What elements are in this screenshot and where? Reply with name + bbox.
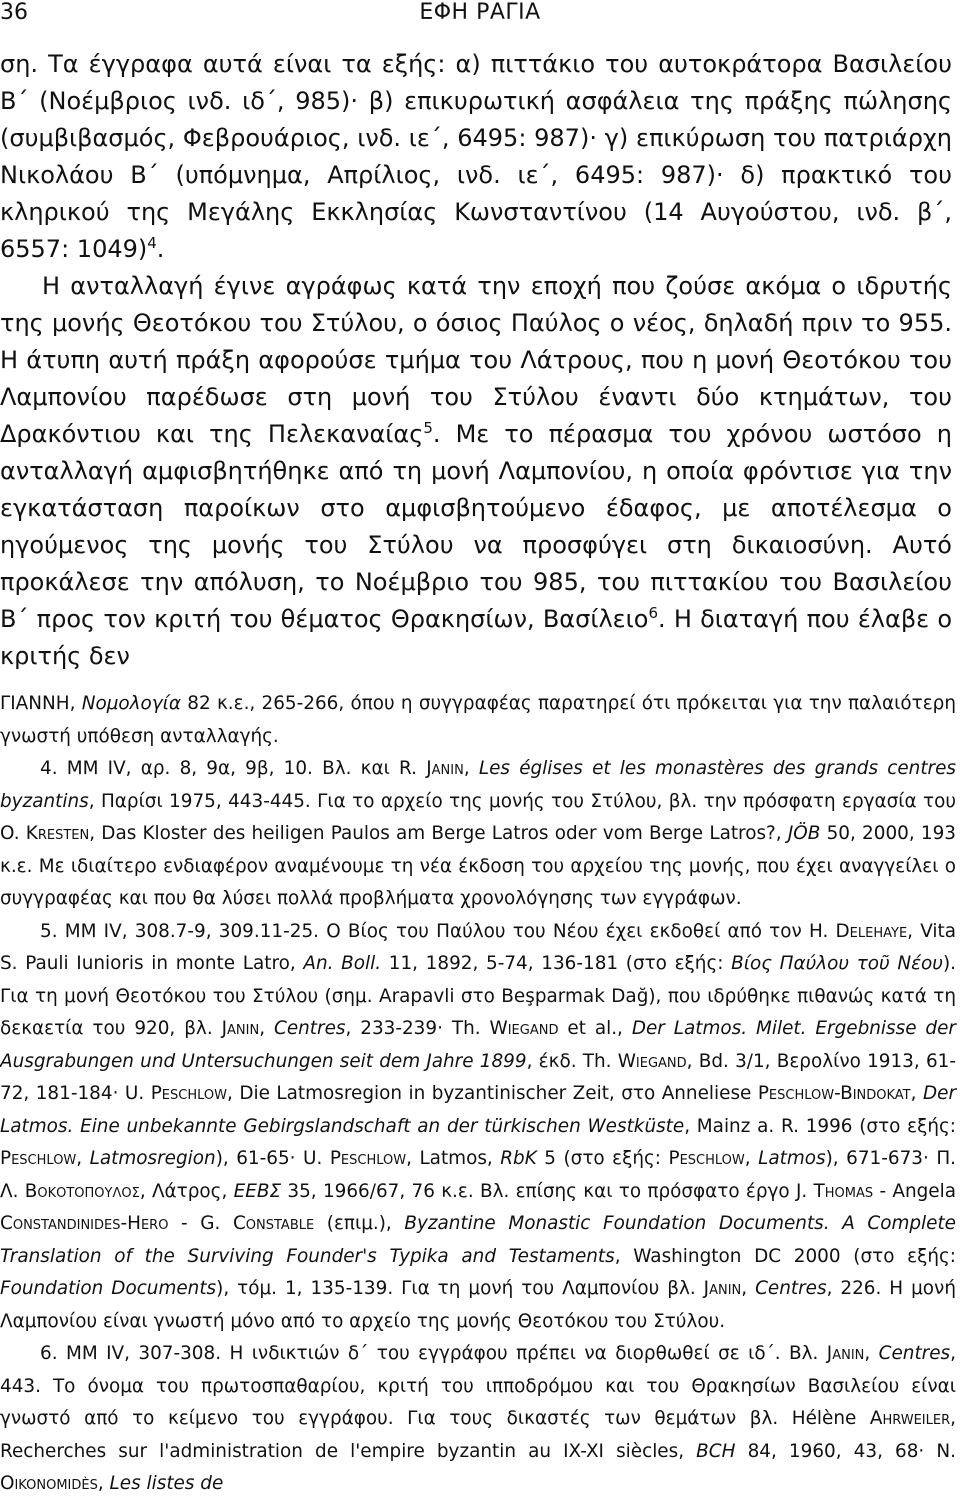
footnote-ref-4: 4 [147,234,157,252]
fn-text: 4. ΜΜ IV, αρ. 8, 9α, 9β, 10. Βλ. και R. [40,758,427,779]
fn-text: 35, 1966/67, 76 κ.ε. Βλ. επίσης και το πρόσφατο έργο J. [281,1180,814,1202]
fn-title: Les églises et les monastères des grands centres byzantins [0,758,956,812]
fn-text: ), 671-673· Π. Λ. [0,1148,956,1202]
fn-text: , [76,1148,90,1169]
fn-title: BCH [696,1440,736,1462]
fn-text: , έκδ. Th. [526,1050,618,1072]
fn-title: Βίος Παύλου τοῦ Νέου [731,953,943,974]
fn-title: Latmosregion [89,1148,216,1169]
fn-author: Janin [426,758,464,779]
fn-author: Oikonomidès [0,1473,98,1494]
fn-author: Constandinides-Hero [0,1213,169,1234]
fn-text: 5. ΜΜ IV, 308.7-9, 309.11-25. Ο Βίος του Παύλου του Νέου έχει εκδοθεί από τον H. [40,920,836,942]
body-paragraph-2-text-a: Η ανταλλαγή έγινε αγράφως κατά την εποχή που ζούσε ακόμα ο ιδρυτής της μονής Θεοτόκου του Στύλου, ο όσιος Παύλος ο νέος, δηλαδή πριν το 955. Η άτυπη αυτή πράξη αφορούσε τμήμα του Λάτρους, που η μονή Θεοτόκου του Λαμπονίου παρέδωσε στη μονή του Στύλου έναντι δύο κτημάτων, του Δρακόντιου και της Πελεκαναίας [0,272,952,448]
fn-author: Peschlow [329,1148,407,1169]
fn-title: Der Latmos. Eine unbekannte Gebirgslandschaft an der türkischen Westküste [0,1083,957,1137]
fn-text: 82 κ.ε., 265-266, όπου η συγγραφέας παρατηρεί ότι πρόκειται για την παλαιότερη γνωστή υπόθεση ανταλλαγής. [0,693,956,747]
fn-title: Byzantine Monastic Foundation Documents. A Complete Translation of the Surviving Founder's Typika and Testaments [0,1213,956,1267]
fn-text: , Bd. 3/1, Βερολίνο 1913, 61-72, 181-184· U. [0,1050,956,1104]
body-paragraph-2 [0,268,952,675]
footnote-ref-6: 6 [648,604,658,622]
fn-text: , [910,1083,923,1104]
fn-text: , Recherches sur l'administration de l'empire byzantin au IX-XI siècles, [0,1408,956,1462]
fn-text: , Vita S. Pauli Iunioris in monte Latro, [0,920,956,974]
fn-title: JÖB [787,823,821,844]
fn-text: , [69,693,82,714]
fn-author: ΓΙΑΝΝΗ [0,693,70,714]
fn-title: RbK [500,1148,537,1169]
footnote-6 [0,1338,956,1501]
fn-text: , Mainz a. R. 1996 (στο εξής: [684,1115,956,1137]
fn-author: Peschlow [668,1148,745,1169]
running-title: ΕΦΗ ΡΑΓΙΑ [419,0,541,25]
main-text [0,46,952,675]
fn-author: Constable [232,1213,315,1234]
fn-text: , 443. Το όνομα του πρωτοσπαθαρίου, κριτή του ιπποδρόμου και του Θρακησίων Βασιλείου είναι γνωστό από το κείμενο του εγγράφου. Για τους δικαστές των θεμάτων βλ. Hélène [0,1343,956,1429]
fn-text: , Παρίσι 1975, 443-445. Για το αρχείο της μονής του Στύλου, βλ. την πρόσφατη εργασία του O. [0,790,956,844]
footnote-continuation [0,688,956,753]
fn-text: 5 (στο εξής: [536,1148,669,1169]
fn-author: Peschlow-Bindokat [757,1083,911,1104]
fn-text: ), τόμ. 1, 135-139. Για τη μονή του Λαμπονίου βλ. [216,1278,704,1299]
fn-text: 6. ΜΜ IV, 307-308. Η ινδικτιών δ΄ του εγγράφου πρέπει να διορθωθεί σε ιδ΄. Βλ. [40,1343,827,1364]
fn-text: 50, 2000, 193 κ.ε. Με ιδιαίτερο ενδιαφέρον αναμένουμε τη νέα έκδοση του αρχείου της μονής, που έχει αναγγείλει ο συγγραφέας και που θα λύσει πολλά προβλήματα χρονολόγησης των εγγράφων. [0,823,956,909]
fn-title: Latmos [758,1148,826,1169]
fn-text: ). Για τη μονή Θεοτόκου του Στύλου (σημ. Arapavli στο Beşparmak Dağ), που ιδρύθηκε πιθανώς κατά τη δεκαετία του 920, βλ. [0,953,956,1039]
fn-title: Les listes de [109,1473,224,1494]
fn-title: Νομολογία [81,693,182,714]
fn-text: - Angela [873,1180,956,1202]
fn-text: , Das Kloster des heiligen Paulos am Berge Latros oder vom Berge Latros?, [89,823,788,844]
page-number: 36 [0,0,28,25]
fn-text: , 226. Η μονή Λαμπονίου είναι γνωστή μόνο από το αρχείο της μονής Θεοτόκου του Στύλου. [0,1278,956,1332]
body-paragraph-1-end: . [156,235,165,263]
fn-author: Janin [826,1343,865,1364]
fn-text: , [97,1473,110,1494]
body-paragraph-2-text-c: . Η διαταγή που έλαβε ο κριτής δεν [0,605,952,670]
fn-text: (επιμ.), [314,1213,405,1234]
fn-author: Kresten [25,823,90,844]
fn-author: Βοκοτοπουλος [24,1180,140,1202]
body-paragraph-1 [0,46,952,268]
fn-author: Wiegand [617,1050,687,1072]
fn-title: An. Boll. [303,953,382,974]
fn-text: , [259,1018,274,1039]
fn-title: Foundation Documents [0,1278,217,1299]
fn-text: , [744,1148,759,1169]
fn-text: , 233-239· Th. [345,1018,490,1039]
fn-title: Centres [755,1278,827,1299]
fn-text: 11, 1892, 5-74, 136-181 (στο εξής: [381,953,732,974]
fn-text: , [741,1278,756,1299]
fn-title: Centres [878,1343,951,1364]
fn-author: Peschlow [150,1083,227,1104]
fn-author: Janin [221,1018,260,1039]
fn-text: et al., [558,1018,632,1039]
fn-text: , Washington DC 2000 (στο εξής: [614,1245,956,1267]
footnote-ref-5: 5 [423,419,433,437]
footnote-5 [0,916,956,1339]
fn-text: , Λάτρος, [139,1180,234,1202]
fn-text: , [463,758,479,779]
fn-text: 84, 1960, 43, 68· N. [735,1440,956,1462]
fn-title: Der Latmos. Milet. Ergebnisse der Ausgrabungen und Untersuchungen seit dem Jahre 1899 [0,1018,956,1072]
fn-author: Delehaye [835,920,908,942]
fn-title: ΕΕΒΣ [233,1180,282,1202]
footnote-4 [0,753,956,916]
fn-author: Janin [703,1278,742,1299]
fn-text: ), 61-65· U. [215,1148,330,1169]
fn-text: , Die Latmosregion in byzantinischer Zeit, στο Anneliese [226,1083,758,1104]
fn-text: - G. [168,1213,233,1234]
footnotes [0,688,956,1501]
fn-title: Centres [273,1018,346,1039]
fn-author: Peschlow [0,1148,77,1169]
body-paragraph-2-text-b: . Με το πέρασμα του χρόνου ωστόσο η ανταλλαγή αμφισβητήθηκε από τη μονή Λαμπονίου, η οποία φρόντισε για την εγκατάσταση παροίκων στο αμφισβητούμενο έδαφος, με αποτέλεσμα ο ηγούμενος της μονής του Στύλου να προσφύγει στη δικαιοσύνη. Αυτό προκάλεσε την απόλυση, το Νοέμβριο του 985, του πιττακίου του Βασιλείου Β΄ προς τον κριτή του θέματος Θρακησίων, Βασίλειο [0,420,952,633]
fn-author: Ahrweiler [869,1408,951,1429]
body-paragraph-1-text: ση. Τα έγγραφα αυτά είναι τα εξής: α) πιττάκιο του αυτοκράτορα Βασιλείου Β΄ (Νοέμβριος ινδ. ιδ΄, 985)· β) επικυρωτική ασφάλεια της πράξης πώλησης (συμβιβασμός, Φεβρουάριος, ινδ. ιε΄, 6495: 987)· γ) επικύρωση του πατριάρχη Νικολάου Β΄ (υπόμνημα, Απρίλιος, ινδ. ιε΄, 6495: 987)· δ) πρακτικό του κληρικού της Μεγάλης Εκκλησίας Κωνσταντίνου (14 Αυγούστου, ινδ. β΄, 6557: 1049) [0,50,952,263]
fn-text: , Latmos, [406,1148,501,1169]
running-head [0,0,960,26]
fn-author: Thomas [813,1180,874,1202]
fn-author: Wiegand [489,1018,559,1039]
fn-text: , [864,1343,879,1364]
